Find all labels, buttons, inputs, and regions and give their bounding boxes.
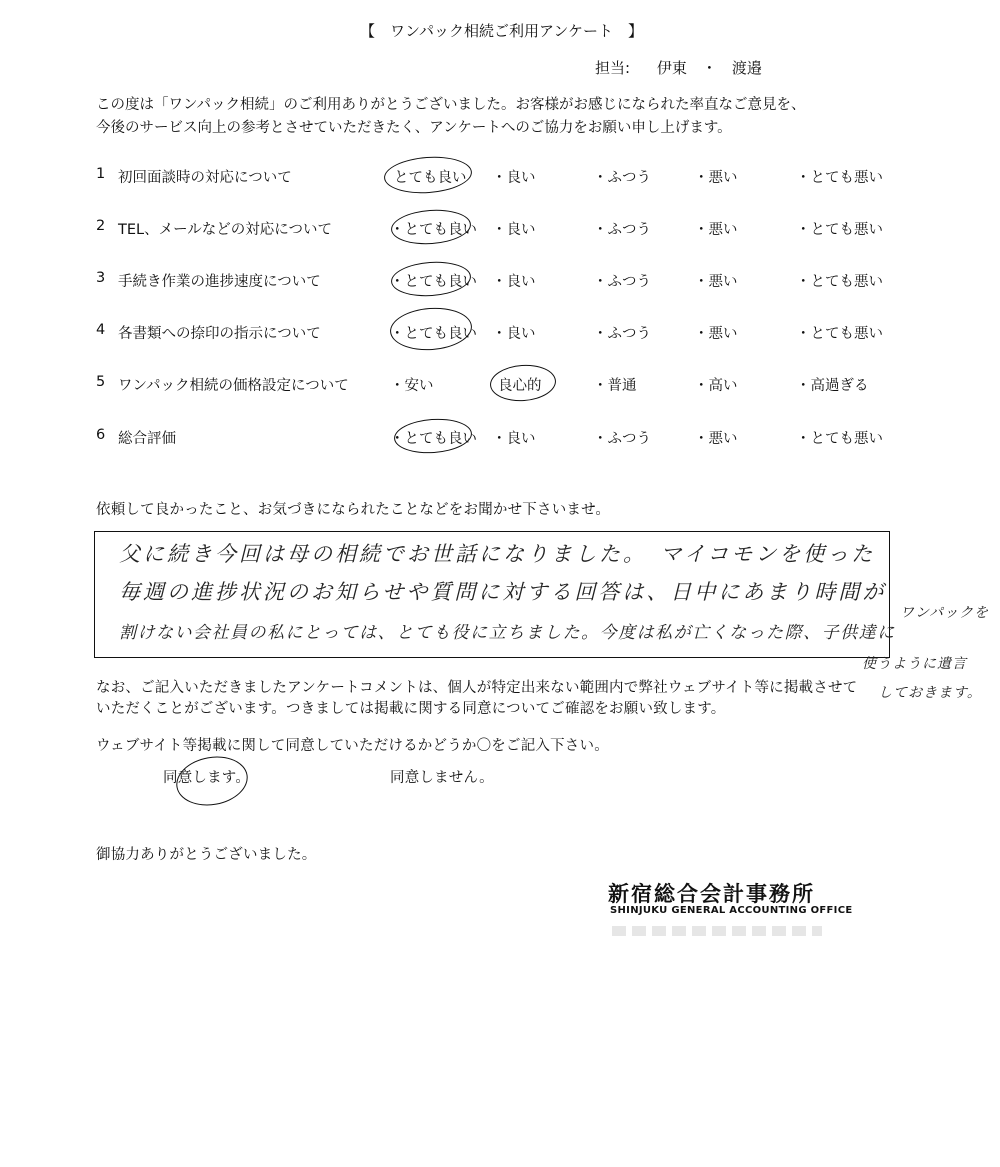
- question-row-1: [96, 166, 916, 192]
- closing-text: 御協力ありがとうございました。: [96, 847, 317, 863]
- option-very-bad[interactable]: ・とても悪い: [796, 431, 883, 447]
- option-good[interactable]: ・良い: [492, 222, 536, 238]
- selection-circle: [489, 363, 557, 404]
- handwritten-line-1: 父に続き今回は母の相続でお世話になりました。 マイコモンを使った: [119, 542, 876, 566]
- question-text: 総合評価: [118, 431, 176, 447]
- intro-line-2: 今後のサービス向上の参考とさせていただきたく、アンケートへのご協力をお願い申し上げます。: [96, 120, 732, 136]
- intro-line-1: この度は「ワンパック相続」のご利用ありがとうございました。お客様がお感じになられた率直なご意見を、: [96, 97, 806, 113]
- question-number: 4: [96, 322, 106, 338]
- option-neutral[interactable]: ・ふつう: [593, 274, 651, 290]
- option-neutral[interactable]: ・ふつう: [593, 170, 651, 186]
- question-number: 1: [96, 166, 106, 182]
- selection-circle: [383, 154, 473, 196]
- option-bad[interactable]: ・悪い: [694, 274, 738, 290]
- selection-circle: [389, 305, 474, 353]
- option-bad[interactable]: ・悪い: [694, 222, 738, 238]
- staff-label: 担当:: [595, 59, 631, 77]
- company-logo-en: SHINJUKU GENERAL ACCOUNTING OFFICE: [610, 905, 853, 916]
- option-very-good[interactable]: ・とても良い: [390, 274, 477, 290]
- option-too-expensive[interactable]: ・高過ぎる: [796, 378, 869, 394]
- option-good[interactable]: ・良い: [492, 326, 536, 342]
- option-very-bad[interactable]: ・とても悪い: [796, 170, 883, 186]
- option-neutral[interactable]: ・ふつう: [593, 431, 651, 447]
- question-row-5: [96, 374, 916, 400]
- question-number: 6: [96, 427, 106, 443]
- company-logo-jp: 新宿総合会計事務所: [608, 882, 815, 906]
- handwritten-margin-2: 使うように遺言: [862, 656, 967, 672]
- option-very-good[interactable]: とても良い: [394, 170, 467, 186]
- option-cheap[interactable]: ・安い: [390, 378, 434, 394]
- option-normal[interactable]: ・普通: [593, 378, 637, 394]
- staff-names: 伊東 ・ 渡邉: [656, 59, 762, 77]
- question-text: 手続き作業の進捗速度について: [118, 274, 321, 290]
- question-text: ワンパック相続の価格設定について: [118, 378, 349, 394]
- handwritten-line-2: 毎週の進捗状況のお知らせや質問に対する回答は、日中にあまり時間が: [119, 580, 887, 604]
- consent-prompt: ウェブサイト等掲載に関して同意していただけるかどうか〇をご記入下さい。: [96, 738, 609, 754]
- selection-circle: [390, 207, 472, 246]
- option-very-bad[interactable]: ・とても悪い: [796, 222, 883, 238]
- comment-box[interactable]: [94, 531, 896, 658]
- option-good[interactable]: ・良い: [492, 170, 536, 186]
- selection-circle: [172, 751, 251, 811]
- comment-prompt: 依頼して良かったこと、お気づきになられたことなどをお聞かせ下さいませ。: [96, 502, 611, 518]
- option-good[interactable]: ・良い: [492, 274, 536, 290]
- option-bad[interactable]: ・悪い: [694, 326, 738, 342]
- option-neutral[interactable]: ・ふつう: [593, 326, 651, 342]
- option-very-good[interactable]: ・とても良い: [390, 326, 477, 342]
- notice-line-1: なお、ご記入いただきましたアンケートコメントは、個人が特定出来ない範囲内で弊社ウェブサイト等に掲載させて: [96, 680, 858, 696]
- option-bad[interactable]: ・悪い: [694, 170, 738, 186]
- question-number: 5: [96, 374, 106, 390]
- question-row-3: [96, 270, 916, 296]
- option-very-bad[interactable]: ・とても悪い: [796, 274, 883, 290]
- option-very-good[interactable]: ・とても良い: [390, 431, 477, 447]
- question-row-2: [96, 218, 916, 244]
- question-text: TEL、メールなどの対応について: [118, 222, 333, 238]
- notice-line-2: いただくことがございます。つきましては掲載に関する同意についてご確認をお願い致します。: [96, 701, 726, 717]
- intro-text: [96, 94, 896, 140]
- handwritten-margin-1: ワンパックを: [900, 605, 990, 621]
- question-number: 2: [96, 218, 106, 234]
- survey-title: 【 ワンパック相続ご利用アンケート 】: [360, 22, 644, 40]
- staff-info: [595, 57, 762, 78]
- faint-print-line: [612, 926, 822, 936]
- question-text: 各書類への捺印の指示について: [118, 326, 321, 342]
- option-very-bad[interactable]: ・とても悪い: [796, 326, 883, 342]
- handwritten-line-3: 割けない会社員の私にとっては、とても役に立ちました。今度は私が亡くなった際、子供達に: [119, 623, 896, 643]
- selection-circle: [393, 416, 473, 455]
- consent-agree[interactable]: 同意します。: [163, 770, 251, 786]
- option-bad[interactable]: ・悪い: [694, 431, 738, 447]
- option-reasonable[interactable]: 良心的: [498, 378, 542, 394]
- question-number: 3: [96, 270, 106, 286]
- option-very-good[interactable]: ・とても良い: [390, 222, 477, 238]
- question-row-6: [96, 427, 916, 453]
- consent-disagree[interactable]: 同意しません。: [390, 770, 494, 786]
- question-text: 初回面談時の対応について: [118, 170, 292, 186]
- selection-circle: [390, 259, 472, 298]
- option-neutral[interactable]: ・ふつう: [593, 222, 651, 238]
- option-good[interactable]: ・良い: [492, 431, 536, 447]
- question-row-4: [96, 322, 916, 348]
- option-expensive[interactable]: ・高い: [694, 378, 738, 394]
- handwritten-margin-3: しておきます。: [878, 685, 982, 701]
